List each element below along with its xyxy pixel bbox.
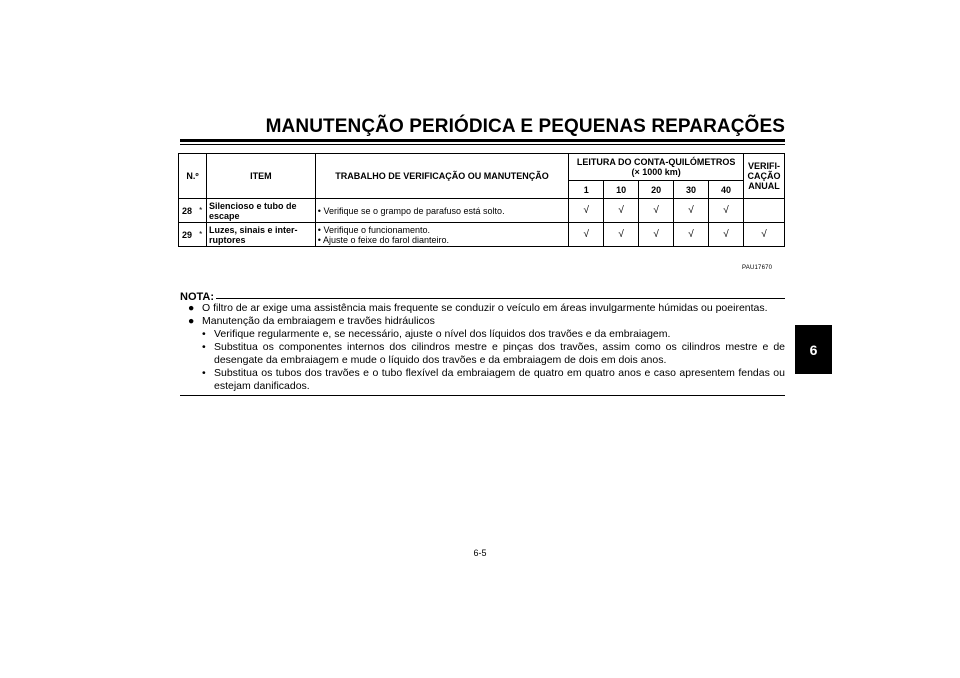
check-mark: √ xyxy=(709,199,744,223)
work-line-text: Verifique o funcionamento. xyxy=(323,224,431,235)
work-line-text: Verifique se o grampo de parafuso está solto. xyxy=(323,205,505,216)
header-annual-text: VERIFI-CAÇÃO ANUAL xyxy=(747,161,781,191)
nota-sub-item xyxy=(188,341,785,367)
work-line: • Verifique o funcionamento. xyxy=(317,224,431,235)
page-number: 6-5 xyxy=(473,548,487,558)
nota-sub-item-text: Substitua os componentes internos dos cilindros mestre e pinças dos travões, assim como os cilindros mestre e de desengate da embraiagem e mude o líquido dos travões e da embraiagem de dois em dois anos. xyxy=(214,341,785,366)
nota-item xyxy=(188,302,785,315)
nota-sub-item xyxy=(188,328,785,341)
nota-sub-item xyxy=(188,367,785,393)
header-odometer-line1: LEITURA DO CONTA-QUILÓMETROS xyxy=(576,157,736,167)
header-odo-col: 30 xyxy=(674,181,709,199)
annual-check: √ xyxy=(743,223,784,247)
sub-bullet-icon: • xyxy=(202,328,206,340)
check-mark: √ xyxy=(569,223,604,247)
nota-rule xyxy=(216,298,785,299)
table-row xyxy=(179,199,785,223)
title-rule xyxy=(180,139,785,142)
document-code: PAU17670 xyxy=(742,265,773,271)
row-mark: * xyxy=(195,199,206,223)
row-item: Luzes, sinais e inter-ruptores xyxy=(206,223,315,247)
header-work: TRABALHO DE VERIFICAÇÃO OU MANUTENÇÃO xyxy=(315,154,568,199)
check-mark: √ xyxy=(639,199,674,223)
maintenance-table xyxy=(178,153,785,247)
chapter-tab: 6 xyxy=(795,325,832,374)
row-mark: * xyxy=(195,223,206,247)
title-rule-thin xyxy=(180,144,785,145)
row-number: 29 xyxy=(179,223,196,247)
header-annual xyxy=(743,154,784,199)
nota-label: NOTA: xyxy=(180,291,215,303)
header-odo-col: 40 xyxy=(709,181,744,199)
sub-bullet-icon: • xyxy=(202,367,206,379)
nota-sub-item-text: Substitua os tubos dos travões e o tubo flexível da embraiagem de quatro em quatro anos e caso apresentem fendas ou estejam danificados. xyxy=(214,367,785,392)
nota-sub-item-text: Verifique regularmente e, se necessário, ajuste o nível dos líquidos dos travões e da embraiagem. xyxy=(214,328,671,340)
work-line-text: Ajuste o feixe do farol dianteiro. xyxy=(322,234,450,245)
bullet-icon: ● xyxy=(188,315,195,327)
row-item: Silencioso e tubo de escape xyxy=(206,199,315,223)
table-row xyxy=(179,223,785,247)
row-work xyxy=(315,223,568,247)
bullet-icon: ● xyxy=(188,302,195,314)
check-mark: √ xyxy=(674,223,709,247)
check-mark: √ xyxy=(639,223,674,247)
check-mark: √ xyxy=(604,223,639,247)
page-title: MANUTENÇÃO PERIÓDICA E PEQUENAS REPARAÇÕES xyxy=(265,116,785,137)
nota-item-text: O filtro de ar exige uma assistência mais frequente se conduzir o veículo em áreas invulgarmente húmidas ou poeirentas. xyxy=(202,302,768,314)
header-item: ITEM xyxy=(206,154,315,199)
nota-item-text: Manutenção da embraiagem e travões hidráulicos xyxy=(202,315,435,327)
table-header-row xyxy=(179,154,785,181)
header-odometer-line2: (× 1000 km) xyxy=(631,167,681,177)
check-mark: √ xyxy=(569,199,604,223)
nota-end-rule xyxy=(180,395,785,396)
header-odometer xyxy=(569,154,744,181)
row-number: 28 xyxy=(179,199,196,223)
sub-bullet-icon: • xyxy=(202,341,206,353)
nota-list xyxy=(188,302,785,393)
header-odo-col: 20 xyxy=(639,181,674,199)
header-odo-col: 1 xyxy=(569,181,604,199)
check-mark: √ xyxy=(674,199,709,223)
work-line: • Verifique se o grampo de parafuso está solto. xyxy=(317,205,505,216)
row-work xyxy=(315,199,568,223)
header-no: N.º xyxy=(179,154,207,199)
check-mark: √ xyxy=(604,199,639,223)
nota-item xyxy=(188,315,785,328)
check-mark: √ xyxy=(709,223,744,247)
work-line: • Ajuste o feixe do farol dianteiro. xyxy=(317,234,450,245)
annual-check xyxy=(743,199,784,223)
header-odo-col: 10 xyxy=(604,181,639,199)
